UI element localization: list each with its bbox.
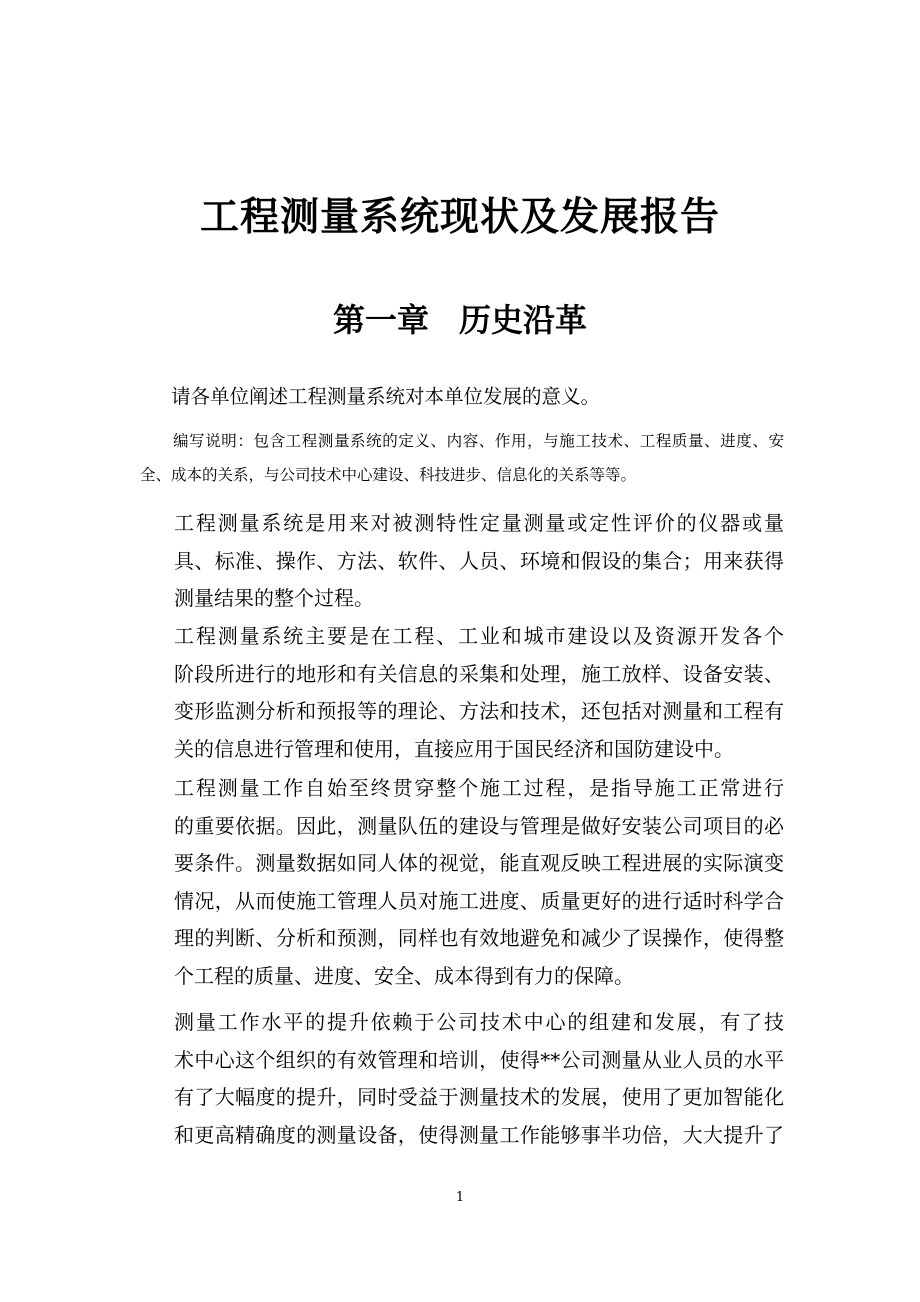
document-title: 工程测量系统现状及发展报告 [199,195,720,240]
paragraph-line: 工程测量系统是用来对被测特性定量测量或定性评价的仪器或量 [174,511,784,535]
chapter-title [0,296,920,344]
paragraph-definition [140,505,784,618]
paragraph-line: 和更高精确度的测量设备，使得测量工作能够事半功倍，大大提升了 [174,1122,784,1147]
paragraph-line: 工程测量系统主要是在工程、工业和城市建设以及资源开发各个 [174,624,784,648]
paragraph-line: 测量结果的整个过程。 [174,586,374,610]
paragraph-line: 阶段所进行的地形和有关信息的采集和处理，施工放样、设备安装、 [174,661,784,686]
paragraph-line: 具、标准、操作、方法、软件、人员、环境和假设的集合；用来获得 [174,548,784,573]
chapter-name: 历史沿革 [459,301,588,339]
paragraph-line: 测量工作水平的提升依赖于公司技术中心的组建和发展，有了技 [174,1010,784,1034]
chapter-number: 第一章 [332,301,429,339]
page-number: 1 [455,1190,465,1205]
paragraph-line: 术中心这个组织的有效管理和培训，使得**公司测量从业人员的水平 [174,1047,784,1072]
paragraph-scope [140,618,784,768]
paragraph-line: 理的判断、分析和预测，同样也有效地避免和减少了误操作，使得整 [174,926,784,950]
paragraph-tech-center [140,1004,784,1154]
paragraph-line: 有了大幅度的提升，同时受益于测量技术的发展，使用了更加智能化 [174,1085,784,1109]
paragraph-line: 的重要依据。因此，测量队伍的建设与管理是做好安装公司项目的必 [174,813,784,838]
section-prompt: 请各单位阐述工程测量系统对本单位发展的意义。 [171,385,601,408]
paragraph-line: 要条件。测量数据如同人体的视觉，能直观反映工程进展的实际演变 [174,851,784,875]
paragraph-line: 关的信息进行管理和使用，直接应用于国民经济和国防建设中。 [174,736,734,761]
paragraph-line: 个工程的质量、进度、安全、成本得到有力的保障。 [174,963,634,988]
paragraph-line: 变形监测分析和预报等的理论、方法和技术，还包括对测量和工程有 [174,699,784,723]
paragraph-line: 工程测量工作自始至终贯穿整个施工过程，是指导施工正常进行 [174,776,784,800]
paragraph-importance [140,770,784,995]
paragraph-line: 情况，从而使施工管理人员对施工进度、质量更好的进行适时科学合 [174,888,784,913]
writing-note: 编写说明：包含工程测量系统的定义、内容、作用，与施工技术、工程质量、进度、安全、成本的关系，与公司技术中心建设、科技进步、信息化的关系等等。 [140,432,784,484]
